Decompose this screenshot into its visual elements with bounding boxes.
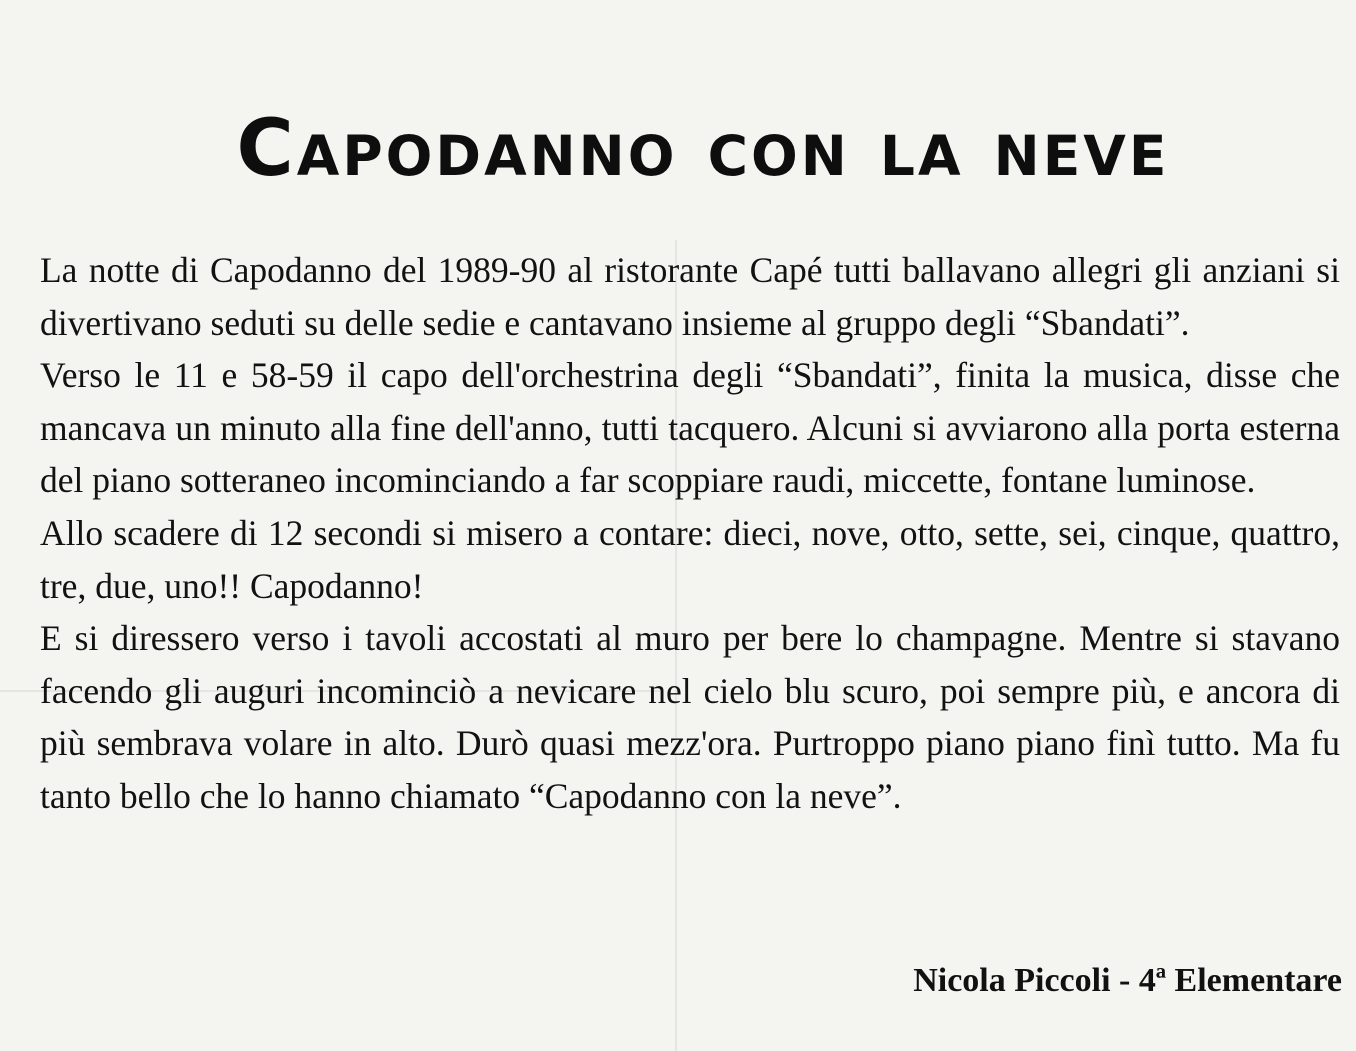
article-body [40,244,1340,823]
article-title: Capodanno con la neve [236,104,1170,195]
author-signature: Nicola Piccoli - 4ª Elementare [913,962,1342,999]
article-paragraph-4: E si diressero verso i tavoli accostati al muro per bere lo champagne. Mentre si stavano facendo gli auguri incominciò a nevicare nel cielo blu scuro, poi sempre più, e ancora di più sembrava volare in alto. Durò quasi mezz'ora. Purtroppo piano piano finì tutto. Ma fu tanto bello che lo hanno chiamato “Capodanno con la neve”. [40,618,1340,816]
article-paragraph-2: Verso le 11 e 58-59 il capo dell'orchestrina degli “Sbandati”, finita la musica, disse che mancava un minuto alla fine dell'anno, tutti tacquero. Alcuni si avviarono alla porta esterna del piano sotteraneo incominciando a far scoppiare raudi, miccette, fontane luminose. [40,355,1340,501]
article-paragraph-3: Allo scadere di 12 secondi si misero a contare: dieci, nove, otto, sette, sei, cinque, quattro, tre, due, uno!! Capodanno! [40,512,1340,606]
article-paragraph-1: La notte di Capodanno del 1989-90 al ristorante Capé tutti ballavano allegri gli anziani si divertivano seduti su delle sedie e cantavano insieme al gruppo degli “Sbandati”. [40,250,1340,343]
